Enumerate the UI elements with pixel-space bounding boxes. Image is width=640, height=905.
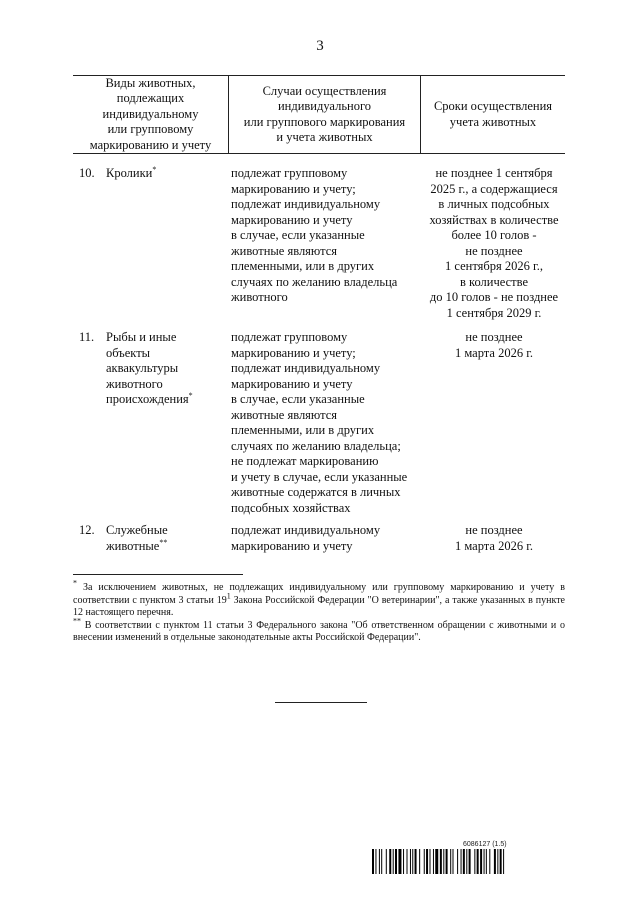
footnote-2: ** В соответствии с пунктом 11 статьи 3 Федерального закона "Об ответственном обращении с животными и о внесении изменений в отдельные законодательные акты Российской Федерации". [73,616,565,643]
footnote-1: * За исключением животных, не подлежащих индивидуальному или групповому маркированию и учету в соответствии с пунктом 3 статьи $19^1$ Закона Российской Федерации "О ветеринарии", а также указанных в пункте 12 настоящего перечня. [73,578,565,618]
footnote-mark: ** [159,537,168,547]
table-header [73,75,565,154]
row-number: 12. [79,523,95,537]
closing-separator [275,702,367,703]
footnote-mark: * [152,164,157,174]
barcode-image [372,849,568,874]
row-number: 11. [79,330,95,344]
footnotes [73,578,565,645]
row-terms: не позднее 1 сентября 2025 г., а содержащиеся в личных подсобных хозяйствах в количестве более 10 голов - не позднее 1 сентября 2026 г., в количестве до 10 голов - не позднее 1 сентября 2029 г. [429,166,559,320]
page-number: 3 [316,38,324,54]
header-marking-cases: Случаи осуществления индивидуального или группового маркирования и учета животных [228,76,421,153]
document-code: 6086127 (1.5) [463,841,507,848]
row-animal: Служебные животные** [106,523,168,553]
row-cases: подлежат индивидуальному маркированию и учету [231,523,381,553]
row-terms: не позднее 1 марта 2026 г. [454,330,534,360]
footnote-separator [73,574,243,575]
row-animal: Рыбы и иные объекты аквакультуры животного происхождения* [106,330,193,406]
row-number: 10. [79,166,95,180]
footnote-mark: * [188,390,193,400]
header-animal-types: Виды животных, подлежащих индивидуальному или групповому маркированию и учету [89,75,212,152]
row-terms: не позднее 1 марта 2026 г. [454,523,534,553]
row-cases: подлежат групповому маркированию и учету; подлежат индивидуальному маркированию и учету в случае, если указанные животные являются племенными, или в других случаях по желанию владельца; не подлежат маркированию и учету в случае, если указанные животные содержатся в личных подсобных хозяйствах [231,330,408,515]
row-animal: Кролики* [106,164,157,180]
header-accounting-terms: Сроки осуществления учета животных [433,99,553,129]
row-cases: подлежат групповому маркированию и учету; подлежат индивидуальному маркированию и учету в случае, если указанные животные являются племенными, или в других случаях по желанию владельца животного [231,166,398,304]
